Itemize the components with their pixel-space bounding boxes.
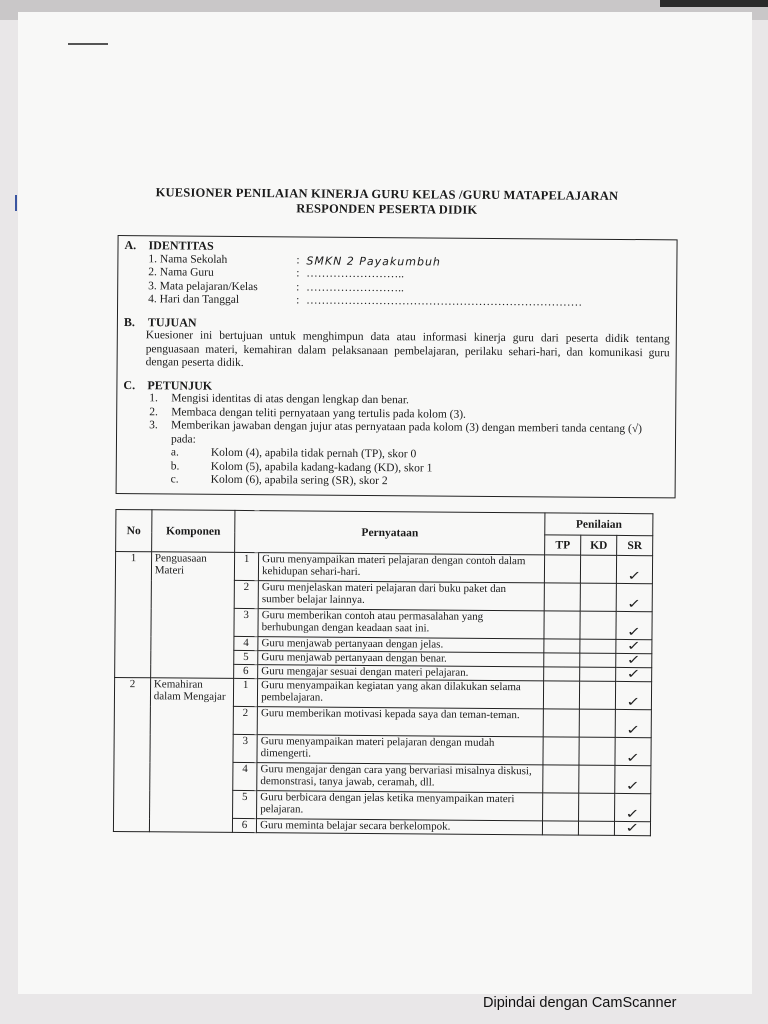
table-row: 4 Guru menjawab pertanyaan dengan jelas. ✓ bbox=[115, 635, 652, 653]
kd-cell[interactable] bbox=[579, 737, 615, 765]
sr-cell[interactable] bbox=[615, 681, 651, 709]
sr-cell[interactable] bbox=[615, 765, 651, 793]
title-line-2: RESPONDEN PESERTA DIDIK bbox=[296, 201, 478, 217]
petunjuk-list bbox=[123, 392, 669, 450]
document-title bbox=[118, 185, 656, 219]
kd-cell[interactable] bbox=[580, 639, 616, 653]
kd-cell[interactable] bbox=[579, 681, 615, 709]
sr-cell[interactable] bbox=[615, 709, 651, 737]
kd-cell[interactable] bbox=[579, 793, 615, 821]
check-mark-icon: ✓ bbox=[626, 695, 641, 711]
identitas-row-sekolah: 1. Nama Sekolah : SMKN 2 Payakumbuh bbox=[124, 253, 670, 271]
header-kd: KD bbox=[581, 535, 617, 555]
kd-cell[interactable] bbox=[580, 555, 616, 583]
check-mark-icon: ✓ bbox=[627, 569, 642, 585]
header-penilaian: Penilaian bbox=[545, 513, 653, 536]
tp-cell[interactable] bbox=[544, 681, 580, 709]
tujuan-text: Kuesioner ini bertujuan untuk menghimpun data atau informasi kinerja guru dari peserta didik tentang penguasaan materi, kemahiran dalam pelaksanaan pembelajaran, perilaku sehari-hari, dan komunikasi guru dengan peserta didik. bbox=[145, 329, 670, 369]
komponen-label: Penguasaan Materi bbox=[150, 552, 234, 679]
nama-sekolah-value: SMKN 2 Payakumbuh bbox=[306, 253, 441, 269]
header-no: No bbox=[116, 509, 152, 551]
table-row: 3 Guru memberikan contoh atau permasalahan yang berhubungan dengan keadaan saat ini. ✓ bbox=[115, 607, 652, 639]
petunjuk-sub-item: c. Kolom (6), apabila sering (SR), skor 2 bbox=[170, 473, 388, 488]
camscanner-watermark: Dipindai dengan CamScanner bbox=[483, 995, 677, 1011]
sr-cell[interactable] bbox=[615, 737, 651, 765]
petunjuk-sub-item: b. Kolom (5), apabila kadang-kadang (KD), skor 1 bbox=[170, 459, 433, 474]
tp-cell[interactable] bbox=[543, 737, 579, 765]
sr-cell[interactable] bbox=[616, 611, 652, 639]
tp-cell[interactable] bbox=[544, 639, 580, 653]
petunjuk-sub-item: a. Kolom (4), apabila tidak pernah (TP), skor 0 bbox=[170, 446, 417, 461]
kd-cell[interactable] bbox=[579, 765, 615, 793]
check-mark-icon: ✓ bbox=[625, 779, 640, 795]
sr-cell[interactable] bbox=[614, 821, 650, 835]
petunjuk-item: 3. Memberikan jawaban dengan jujur atas pernyataan pada kolom (3) dengan memberi tanda centang (√) pada: bbox=[149, 419, 643, 446]
table-row: 1 Penguasaan Materi 1 Guru menyampaikan materi pelajaran dengan contoh dalam kehidupan sehari-hari. ✓ bbox=[115, 551, 652, 583]
header-tp: TP bbox=[545, 535, 581, 555]
section-petunjuk-heading: C. PETUNJUK bbox=[123, 377, 213, 393]
identitas-row-mapel: 3. Mata pelajaran/Kelas : …………………….. bbox=[148, 279, 404, 294]
questionnaire-sheet bbox=[118, 185, 670, 837]
info-box bbox=[116, 235, 678, 498]
petunjuk-item: 2. Membaca dengan teliti pernyataan yang tertulis pada kolom (3). bbox=[149, 405, 467, 421]
header-komponen: Komponen bbox=[151, 510, 235, 553]
left-edge-mark bbox=[15, 195, 17, 211]
table-row: 5 Guru menjawab pertanyaan dengan benar. ✓ bbox=[115, 649, 652, 667]
sr-cell[interactable] bbox=[616, 653, 652, 667]
check-mark-icon: ✓ bbox=[625, 751, 641, 767]
kd-cell[interactable] bbox=[578, 821, 614, 835]
table-row: 3 Guru menyampaikan materi pelajaran dengan mudah dimengerti. ✓ bbox=[114, 733, 651, 765]
section-identitas-heading: A. IDENTITAS bbox=[124, 238, 214, 253]
sr-cell[interactable] bbox=[615, 793, 651, 821]
header-pernyataan: Pernyataan bbox=[235, 510, 545, 554]
kd-cell[interactable] bbox=[580, 583, 616, 611]
paper-page bbox=[18, 12, 752, 994]
kd-cell[interactable] bbox=[579, 709, 615, 737]
check-mark-icon: ✓ bbox=[625, 821, 640, 837]
check-mark-icon: ✓ bbox=[626, 723, 641, 739]
check-mark-icon: ✓ bbox=[626, 639, 642, 655]
sr-cell[interactable] bbox=[616, 639, 652, 653]
table-row: 2 Guru memberikan motivasi kepada saya dan teman-teman. ✓ bbox=[114, 705, 651, 737]
petunjuk-item: 1. Mengisi identitas di atas dengan lengkap dan benar. bbox=[149, 392, 409, 407]
scan-top-shadow bbox=[660, 0, 768, 7]
tp-cell[interactable] bbox=[543, 765, 579, 793]
kd-cell[interactable] bbox=[580, 667, 616, 681]
identitas-row-tanggal: 4. Hari dan Tanggal : ……………………………………………………………… bbox=[148, 293, 583, 309]
pen-mark bbox=[68, 43, 108, 45]
check-mark-icon: ✓ bbox=[626, 667, 641, 683]
table-row: 5 Guru berbicara dengan jelas ketika menyampaikan materi pelajaran. ✓ bbox=[114, 789, 651, 821]
check-mark-icon: ✓ bbox=[627, 597, 642, 613]
tp-cell[interactable] bbox=[543, 793, 579, 821]
check-mark-icon: ✓ bbox=[626, 653, 641, 669]
tp-cell[interactable] bbox=[543, 709, 579, 737]
tp-cell[interactable] bbox=[543, 821, 579, 835]
sr-cell[interactable] bbox=[616, 555, 652, 583]
table-row: 2 Guru menjelaskan materi pelajaran dari buku paket dan sumber belajar lainnya. ✓ bbox=[115, 579, 652, 611]
title-line-1: KUESIONER PENILAIAN KINERJA GURU KELAS /GURU MATAPELAJARAN bbox=[155, 185, 619, 203]
header-sr: SR bbox=[617, 535, 653, 555]
tp-cell[interactable] bbox=[544, 653, 580, 667]
check-mark-icon: ✓ bbox=[625, 807, 640, 823]
tp-cell[interactable] bbox=[545, 555, 581, 583]
komponen-label: Kemahiran dalam Mengajar bbox=[149, 678, 233, 833]
kd-cell[interactable] bbox=[580, 653, 616, 667]
tp-cell[interactable] bbox=[544, 611, 580, 639]
table-row: 2 Kemahiran dalam Mengajar 1 Guru menyampaikan kegiatan yang akan dilakukan selama pembelajaran. ✓ bbox=[114, 677, 651, 709]
sr-cell[interactable] bbox=[616, 667, 652, 681]
identitas-row-guru: 2. Nama Guru : …………………….. bbox=[148, 266, 405, 281]
table-row: 6 Guru mengajar sesuai dengan materi pelajaran. ✓ bbox=[115, 663, 652, 681]
table-row: 4 Guru mengajar dengan cara yang bervariasi misalnya diskusi, demonstrasi, tanya jawab, ceramah, dll. ✓ bbox=[114, 761, 651, 793]
sr-cell[interactable] bbox=[616, 583, 652, 611]
kd-cell[interactable] bbox=[580, 611, 616, 639]
section-tujuan-heading: B. TUJUAN bbox=[123, 314, 197, 330]
tp-cell[interactable] bbox=[544, 583, 580, 611]
assessment-table bbox=[113, 509, 654, 836]
tp-cell[interactable] bbox=[544, 667, 580, 681]
table-row: 6 Guru meminta belajar secara berkelompok. ✓ bbox=[113, 817, 650, 835]
check-mark-icon: ✓ bbox=[626, 625, 642, 641]
